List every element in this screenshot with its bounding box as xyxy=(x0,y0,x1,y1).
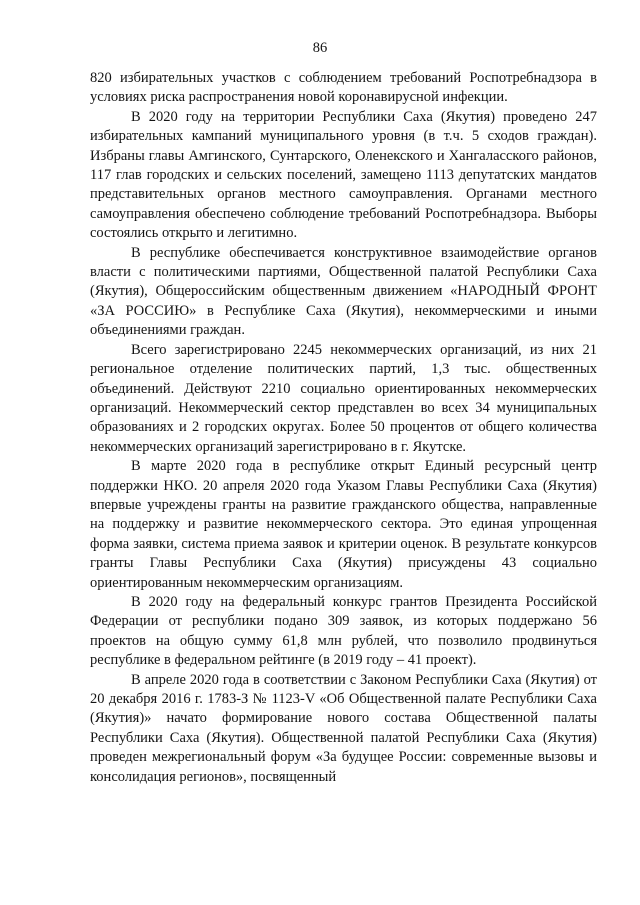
paragraph-resource-center: В марте 2020 года в республике открыт Единый ресурсный центр поддержки НКО. 20 апреля 2020 года Указом Главы Республики Саха (Якутия) впервые учреждены гранты на развитие гражданского общества, направленные на поддержку и развитие некоммерческого сектора. Это единая упрощенная форма заявки, система приема заявок и критерии оценок. В результате конкурсов гранты Главы Республики Саха (Якутия) присуждены 43 социально ориентированным некоммерческим организациям. xyxy=(90,458,597,591)
paragraph-public-chamber: В апреле 2020 года в соответствии с Законом Республики Саха (Якутия) от 20 декабря 2016 г. 1783-З № 1123-V «Об Общественной палате Республики Саха (Якутия)» начато формирование нового состава Общественной палаты Республики Саха (Якутия). Общественной палатой Республики Саха (Якутия) проведен межрегиональный форум «За будущее России: современные вызовы и консолидация регионов», посвященный xyxy=(90,671,597,785)
paragraph-municipal-elections: В 2020 году на территории Республики Саха (Якутия) проведено 247 избирательных кампаний муниципального уровня (в т.ч. 5 сходов граждан). Избраны главы Амгинского, Сунтарского, Оленекского и Хангаласского районов, 117 глав городских и сельских поселений, замещено 1113 депутатских мандатов представительных органов местного самоуправления. Органами местного самоуправления обеспечено соблюдение требований Роспотребнадзора. Выборы состоялись открыто и легитимно. xyxy=(90,108,597,242)
paragraph-polling-stations: 820 избирательных участков с соблюдением требований Роспотребнадзора в условиях риска распространения новой коронавирусной инфекции. xyxy=(90,70,597,106)
paragraph-presidential-grants: В 2020 году на федеральный конкурс грантов Президента Российской Федерации от республики подано 309 заявок, из которых поддержано 56 проектов на общую сумму 61,8 млн рублей, что позволило продвинуться республике в федеральном рейтинге (в 2019 году – 41 проект). xyxy=(90,593,597,669)
paragraph-interaction: В республике обеспечивается конструктивное взаимодействие органов власти с политическими партиями, Общественной палатой Республики Саха (Якутия), Общероссийским общественным движением «НАРОДНЫЙ ФРОНТ «ЗА РОССИЮ» в Республике Саха (Якутия), некоммерческими и иными объединениями граждан. xyxy=(90,244,597,339)
page-number: 86 xyxy=(312,40,328,56)
document-body xyxy=(90,69,597,787)
paragraph-nko-registered: Всего зарегистрировано 2245 некоммерческих организаций, из них 21 региональное отделение политических партий, 1,3 тыс. общественных объединений. Действуют 2210 социально ориентированных некоммерческих организаций. Некоммерческий сектор представлен во всех 34 муниципальных образованиях и 2 городских округах. Более 50 процентов от общего количества некоммерческих организаций зарегистрировано в г. Якутске. xyxy=(90,341,597,455)
